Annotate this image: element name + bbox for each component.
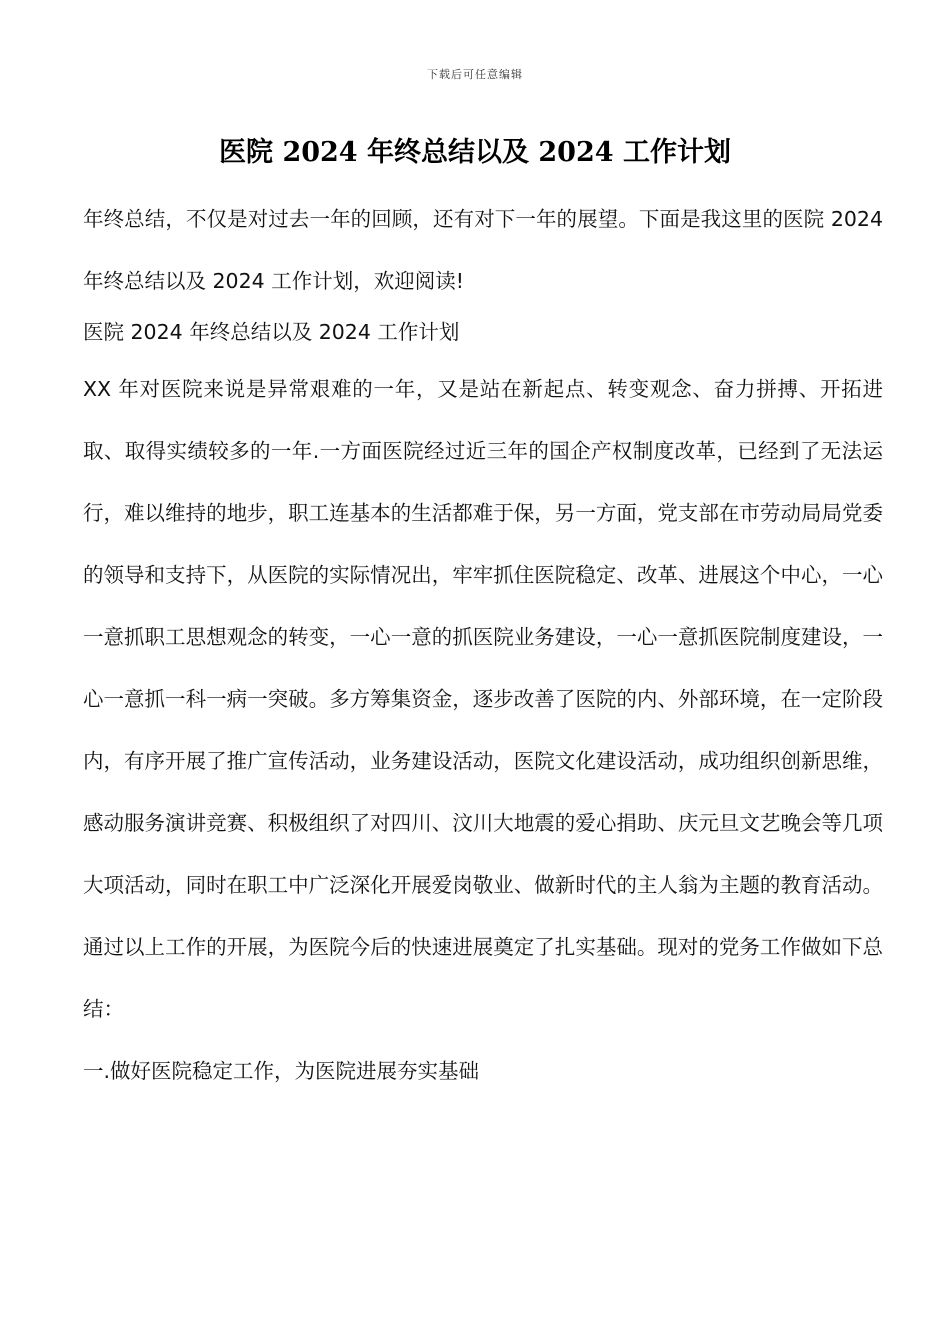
intro-paragraph: 年终总结，不仅是对过去一年的回顾，还有对下一年的展望。下面是我这里的医院 2024 年终总结以及 2024 工作计划，欢迎阅读!	[83, 207, 883, 293]
document-body	[83, 188, 883, 1102]
header-note: 下载后可任意编辑	[427, 68, 523, 81]
main-paragraph: XX 年对医院来说是异常艰难的一年，又是站在新起点、转变观念、奋力拼搏、开拓进取、取得实绩较多的一年.一方面医院经过近三年的国企产权制度改革，已经到了无法运行，难以维持的地步，职工连基本的生活都难于保，另一方面，党支部在市劳动局局党委的领导和支持下，从医院的实际情况出，牢牢抓住医院稳定、改革、进展这个中心，一心一意抓职工思想观念的转变，一心一意的抓医院业务建设，一心一意抓医院制度建设，一心一意抓一科一病一突破。多方筹集资金，逐步改善了医院的内、外部环境，在一定阶段内，有序开展了推广宣传活动，业务建设活动，医院文化建设活动，成功组织创新思维，感动服务演讲竞赛、积极组织了对四川、汶川大地震的爱心捐助、庆元旦文艺晚会等几项大项活动，同时在职工中广泛深化开展爱岗敬业、做新时代的主人翁为主题的教育活动。通过以上工作的开展，为医院今后的快速进展奠定了扎实基础。现对的党务工作做如下总结：	[83, 377, 883, 1021]
section-heading: 一.做好医院稳定工作，为医院进展夯实基础	[83, 1059, 480, 1083]
document-title: 医院 2024 年终总结以及 2024 工作计划	[219, 137, 731, 168]
subtitle: 医院 2024 年终总结以及 2024 工作计划	[83, 320, 460, 344]
